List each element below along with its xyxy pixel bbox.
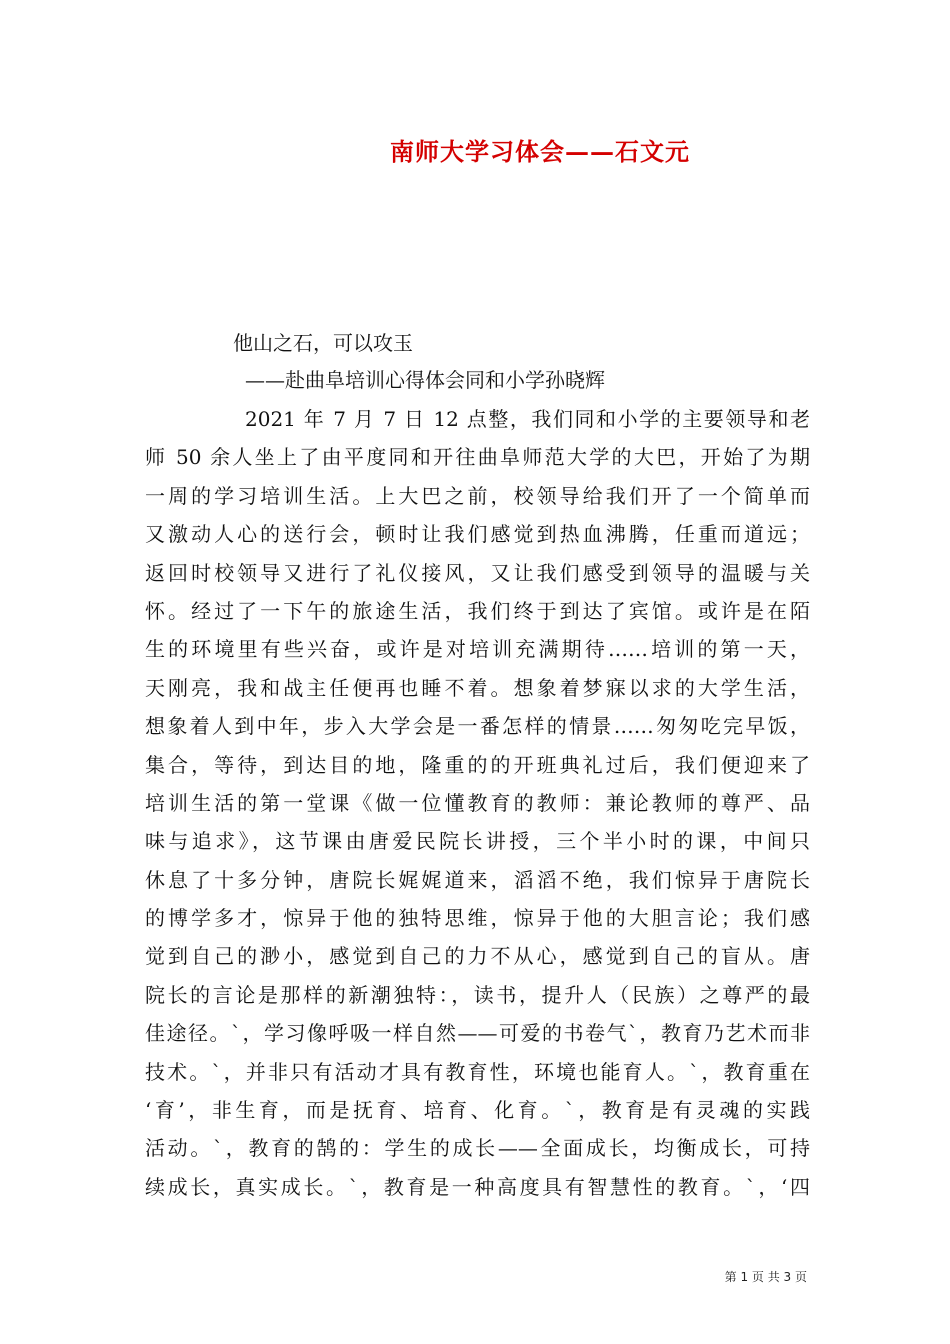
body-line: 佳途径。`，学习像呼吸一样自然——可爱的书卷气`，教育乃艺术而非 [145, 1021, 810, 1046]
body-line: 续成长，真实成长。`，教育是一种高度具有智慧性的教育。`，‘四 [145, 1174, 810, 1199]
body-line: 师 50 余人坐上了由平度同和开往曲阜师范大学的大巴，开始了为期 [145, 445, 810, 470]
body-line: 一周的学习培训生活。上大巴之前，校领导给我们开了一个简单而 [145, 483, 810, 508]
page-number-footer: 第 1 页 共 3 页 [724, 1270, 807, 1284]
body-line: 培训生活的第一堂课《做一位懂教育的教师：兼论教师的尊严、品 [145, 790, 810, 815]
body-line: 活动。`，教育的鹄的：学生的成长——全面成长，均衡成长，可持 [145, 1136, 810, 1161]
body-text [145, 400, 810, 1206]
body-line: 休息了十多分钟，唐院长娓娓道来，滔滔不绝，我们惊异于唐院长 [145, 867, 810, 892]
body-line: 返回时校领导又进行了礼仪接风，又让我们感受到领导的温暖与关 [145, 560, 810, 585]
body-line: 觉到自己的渺小，感觉到自己的力不从心，感觉到自己的盲从。唐 [145, 944, 810, 969]
subtitle: ——赴曲阜培训心得体会同和小学孙晓辉 [245, 368, 605, 392]
body-line: 怀。经过了一下午的旅途生活，我们终于到达了宾馆。或许是在陌 [145, 598, 810, 623]
document-title: 南师大学习体会——石文元 [390, 137, 690, 166]
body-line: 集合，等待，到达目的地，隆重的的开班典礼过后，我们便迎来了 [145, 752, 810, 777]
body-line: 技术。`，并非只有活动才具有教育性，环境也能育人。`，教育重在 [145, 1059, 810, 1084]
body-line: 生的环境里有些兴奋，或许是对培训充满期待……培训的第一天， [145, 637, 810, 662]
body-line: 院长的言论是那样的新潮独特：，读书，提升人（民族）之尊严的最 [145, 982, 810, 1007]
body-line: 又激动人心的送行会，顿时让我们感觉到热血沸腾，任重而道远； [145, 522, 810, 547]
body-line: 天刚亮，我和战主任便再也睡不着。想象着梦寐以求的大学生活， [145, 675, 810, 700]
body-line: 的博学多才，惊异于他的独特思维，惊异于他的大胆言论；我们感 [145, 906, 810, 931]
body-line: 味与追求》，这节课由唐爱民院长讲授，三个半小时的课，中间只 [145, 829, 810, 854]
epigraph: 他山之石，可以攻玉 [233, 331, 413, 355]
body-line: 2021 年 7 月 7 日 12 点整，我们同和小学的主要领导和老 [245, 407, 810, 431]
body-line: 想象着人到中年，步入大学会是一番怎样的情景……匆匆吃完早饭， [145, 714, 810, 739]
body-line: ‘育’，非生育，而是抚育、培育、化育。`，教育是有灵魂的实践 [145, 1098, 810, 1123]
